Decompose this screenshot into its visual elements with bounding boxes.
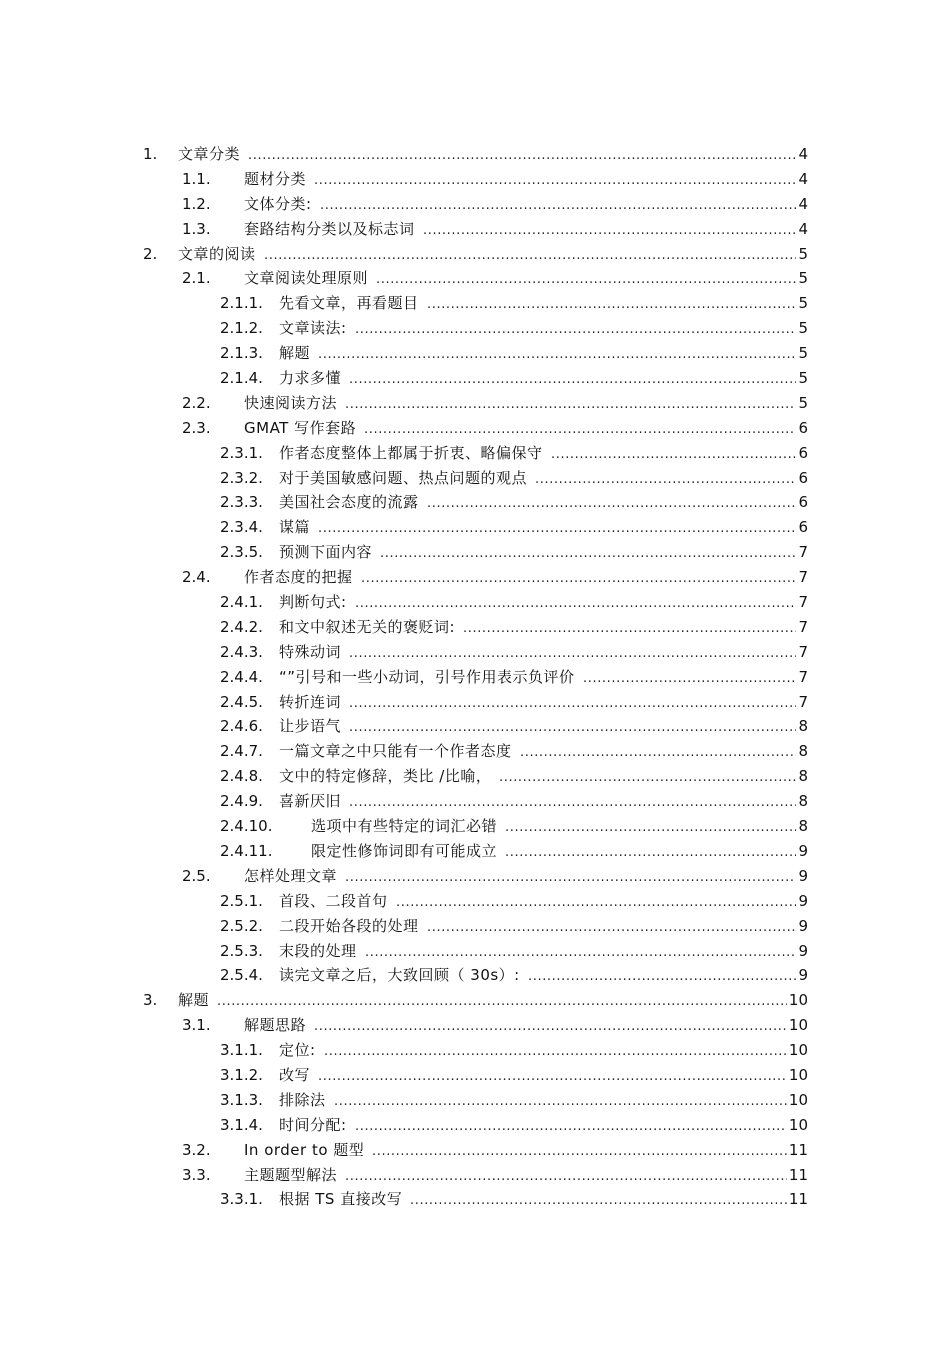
toc-entry-title: 末段的处理 <box>279 941 357 960</box>
toc-entry-title: 解题思路 <box>244 1016 307 1035</box>
toc-entry-page-number: 4 <box>798 194 808 213</box>
toc-dot-leader <box>427 914 796 939</box>
toc-entry-page-number: 4 <box>798 169 808 188</box>
toc-entry-page-number: 5 <box>798 319 808 338</box>
toc-dot-leader <box>505 814 796 839</box>
toc-entry-title: 谋篇 <box>279 518 311 537</box>
toc-entry-title: 美国社会态度的流露 <box>279 493 419 512</box>
toc-entry-page-number: 5 <box>798 344 808 363</box>
toc-entry-title: 排除法 <box>279 1090 326 1109</box>
toc-entry[interactable] <box>0 466 950 491</box>
toc-entry[interactable] <box>0 988 950 1013</box>
toc-entry-number: 2.1.1. <box>220 294 263 313</box>
toc-entry-number: 1.2. <box>182 194 211 213</box>
toc-entry-number: 2.4.8. <box>220 767 263 786</box>
toc-entry[interactable] <box>0 441 950 466</box>
toc-entry-page-number: 9 <box>798 966 808 985</box>
toc-entry-title: 作者态度的把握 <box>244 568 353 587</box>
toc-entry-number: 2.5.1. <box>220 891 263 910</box>
toc-entry[interactable] <box>0 914 950 939</box>
toc-entry-number: 2.5.3. <box>220 941 263 960</box>
toc-entry-number: 3.1.2. <box>220 1065 263 1084</box>
toc-dot-leader <box>324 1038 787 1063</box>
toc-dot-leader <box>396 889 796 914</box>
toc-entry[interactable] <box>0 1038 950 1063</box>
toc-entry-number: 2.4.11. <box>220 841 273 860</box>
toc-entry-number: 2.3.5. <box>220 543 263 562</box>
toc-entry-page-number: 10 <box>788 1090 808 1109</box>
toc-entry[interactable] <box>0 291 950 316</box>
toc-dot-leader <box>318 515 796 540</box>
toc-entry[interactable] <box>0 1063 950 1088</box>
table-of-contents <box>0 142 950 1212</box>
toc-entry-number: 2.3.2. <box>220 468 263 487</box>
toc-entry-page-number: 7 <box>798 593 808 612</box>
toc-dot-leader <box>349 366 796 391</box>
toc-entry[interactable] <box>0 167 950 192</box>
toc-entry[interactable] <box>0 1013 950 1038</box>
toc-entry-page-number: 7 <box>798 692 808 711</box>
toc-entry-number: 2.3.1. <box>220 443 263 462</box>
toc-entry-page-number: 6 <box>798 468 808 487</box>
toc-dot-leader <box>427 291 796 316</box>
toc-entry-number: 3.1.4. <box>220 1115 263 1134</box>
toc-entry-number: 1.1. <box>182 169 211 188</box>
toc-dot-leader <box>583 665 796 690</box>
toc-entry-page-number: 5 <box>798 369 808 388</box>
toc-dot-leader <box>264 242 796 267</box>
toc-entry-page-number: 10 <box>788 1016 808 1035</box>
toc-entry-number: 3.1. <box>182 1016 211 1035</box>
toc-entry-title: 选项中有些特定的词汇必错 <box>311 817 498 836</box>
toc-entry[interactable] <box>0 490 950 515</box>
toc-entry[interactable] <box>0 366 950 391</box>
toc-entry-number: 3.1.3. <box>220 1090 263 1109</box>
toc-dot-leader <box>365 939 796 964</box>
toc-entry-title: 转折连词 <box>279 692 342 711</box>
toc-entry-number: 2.1.4. <box>220 369 263 388</box>
toc-dot-leader <box>463 615 796 640</box>
toc-entry-page-number: 10 <box>788 1065 808 1084</box>
toc-dot-leader <box>361 565 796 590</box>
toc-entry-number: 2.5. <box>182 866 211 885</box>
toc-entry-page-number: 9 <box>798 866 808 885</box>
toc-entry[interactable] <box>0 217 950 242</box>
toc-entry-number: 2.3. <box>182 418 211 437</box>
toc-entry-number: 3.1.1. <box>220 1041 263 1060</box>
toc-entry-page-number: 7 <box>798 617 808 636</box>
toc-entry-title: 读完文章之后，大致回顾（ 30s）: <box>279 966 520 985</box>
toc-entry-page-number: 7 <box>798 667 808 686</box>
toc-entry[interactable] <box>0 665 950 690</box>
toc-entry-number: 2.4.9. <box>220 792 263 811</box>
toc-entry-title: 对于美国敏感问题、热点问题的观点 <box>279 468 528 487</box>
toc-entry[interactable] <box>0 789 950 814</box>
toc-entry-number: 3.3. <box>182 1165 211 1184</box>
toc-entry-number: 2.1.3. <box>220 344 263 363</box>
toc-dot-leader <box>349 690 796 715</box>
toc-entry-number: 3.3.1. <box>220 1190 263 1209</box>
toc-entry-page-number: 4 <box>798 219 808 238</box>
toc-entry-page-number: 5 <box>798 269 808 288</box>
toc-entry-title: 时间分配: <box>279 1115 347 1134</box>
toc-entry-number: 2.4.5. <box>220 692 263 711</box>
toc-entry[interactable] <box>0 714 950 739</box>
toc-entry-title: 解题 <box>178 991 210 1010</box>
toc-entry-title: 解题 <box>279 344 311 363</box>
toc-entry-page-number: 11 <box>788 1165 808 1184</box>
toc-dot-leader <box>314 1013 787 1038</box>
toc-entry[interactable] <box>0 540 950 565</box>
toc-entry-title: 主题题型解法 <box>244 1165 338 1184</box>
toc-dot-leader <box>364 416 796 441</box>
toc-entry[interactable] <box>0 1163 950 1188</box>
toc-entry-title: 改写 <box>279 1065 311 1084</box>
toc-entry-page-number: 7 <box>798 568 808 587</box>
toc-entry[interactable] <box>0 192 950 217</box>
toc-dot-leader <box>318 1063 787 1088</box>
toc-dot-leader <box>380 540 796 565</box>
toc-entry-title: 作者态度整体上都属于折衷、略偏保守 <box>279 443 543 462</box>
toc-entry-number: 2.3.3. <box>220 493 263 512</box>
toc-entry-page-number: 6 <box>798 443 808 462</box>
toc-entry[interactable] <box>0 142 950 167</box>
toc-entry-title: 快速阅读方法 <box>244 393 338 412</box>
toc-entry-page-number: 5 <box>798 393 808 412</box>
toc-dot-leader <box>345 864 796 889</box>
toc-entry-title: 文体分类: <box>244 194 312 213</box>
toc-entry-number: 2.4.3. <box>220 642 263 661</box>
toc-entry-title: 文章阅读处理原则 <box>244 269 369 288</box>
toc-entry-page-number: 8 <box>798 742 808 761</box>
toc-entry-number: 2.4.10. <box>220 817 273 836</box>
toc-entry-title: 让步语气 <box>279 717 342 736</box>
toc-dot-leader <box>505 839 796 864</box>
toc-entry-number: 2.4.2. <box>220 617 263 636</box>
toc-dot-leader <box>551 441 796 466</box>
toc-entry-number: 2.1.2. <box>220 319 263 338</box>
toc-entry[interactable] <box>0 1187 950 1212</box>
toc-entry[interactable] <box>0 839 950 864</box>
toc-entry-title: 文章分类 <box>178 145 241 163</box>
toc-dot-leader <box>349 789 796 814</box>
toc-entry[interactable] <box>0 266 950 291</box>
toc-entry[interactable] <box>0 1113 950 1138</box>
toc-entry-title: 题材分类 <box>244 169 307 188</box>
toc-dot-leader <box>499 764 796 789</box>
toc-entry-page-number: 11 <box>788 1190 808 1209</box>
toc-entry-title: 先看文章，再看题目 <box>279 294 419 313</box>
toc-dot-leader <box>318 341 796 366</box>
toc-entry-number: 2.4.6. <box>220 717 263 736</box>
toc-entry[interactable] <box>0 391 950 416</box>
toc-entry-page-number: 11 <box>788 1140 808 1159</box>
toc-entry-title: 根据 TS 直接改写 <box>279 1190 403 1209</box>
toc-dot-leader <box>334 1088 787 1113</box>
toc-entry-page-number: 9 <box>798 941 808 960</box>
toc-entry-page-number: 9 <box>798 841 808 860</box>
toc-dot-leader <box>427 490 796 515</box>
toc-entry[interactable] <box>0 242 950 267</box>
toc-dot-leader <box>355 590 796 615</box>
toc-entry-title: GMAT 写作套路 <box>244 418 357 437</box>
toc-dot-leader <box>349 714 796 739</box>
toc-entry[interactable] <box>0 640 950 665</box>
toc-entry-title: 预测下面内容 <box>279 543 373 562</box>
toc-entry-title: 一篇文章之中只能有一个作者态度 <box>279 742 512 761</box>
toc-entry-page-number: 7 <box>798 642 808 661</box>
toc-dot-leader <box>520 739 796 764</box>
toc-entry-number: 2.4.7. <box>220 742 263 761</box>
toc-dot-leader <box>320 192 796 217</box>
toc-dot-leader <box>355 316 796 341</box>
toc-entry-number: 2.5.2. <box>220 916 263 935</box>
toc-entry-title: 定位: <box>279 1041 316 1060</box>
toc-entry-page-number: 8 <box>798 792 808 811</box>
toc-entry-page-number: 10 <box>788 1041 808 1060</box>
toc-dot-leader <box>314 167 796 192</box>
toc-entry-page-number: 10 <box>788 1115 808 1134</box>
toc-entry-title: 和文中叙述无关的褒贬词: <box>279 617 456 636</box>
toc-entry-title: 二段开始各段的处理 <box>279 916 419 935</box>
toc-entry-page-number: 4 <box>798 145 808 163</box>
toc-entry-title: 套路结构分类以及标志词 <box>244 219 415 238</box>
toc-entry-number: 1. <box>143 145 158 163</box>
toc-entry-number: 3.2. <box>182 1140 211 1159</box>
toc-entry[interactable] <box>0 515 950 540</box>
toc-dot-leader <box>355 1113 787 1138</box>
toc-entry[interactable] <box>0 1138 950 1163</box>
toc-entry-title: 文章的阅读 <box>178 244 256 263</box>
toc-entry-title: 力求多懂 <box>279 369 342 388</box>
toc-entry[interactable] <box>0 963 950 988</box>
toc-entry-page-number: 8 <box>798 817 808 836</box>
toc-entry[interactable] <box>0 939 950 964</box>
toc-dot-leader <box>423 217 796 242</box>
toc-entry[interactable] <box>0 565 950 590</box>
toc-entry-page-number: 6 <box>798 518 808 537</box>
toc-entry-title: 特殊动词 <box>279 642 342 661</box>
toc-entry[interactable] <box>0 615 950 640</box>
toc-entry-number: 2.4. <box>182 568 211 587</box>
toc-entry[interactable] <box>0 341 950 366</box>
toc-entry-title: 首段、二段首句 <box>279 891 388 910</box>
toc-entry-page-number: 10 <box>788 991 808 1010</box>
toc-entry-number: 2.1. <box>182 269 211 288</box>
toc-dot-leader <box>345 391 796 416</box>
toc-entry-number: 2.4.4. <box>220 667 263 686</box>
toc-entry-title: 限定性修饰词即有可能成立 <box>311 841 498 860</box>
toc-entry-title: 判断句式: <box>279 593 347 612</box>
toc-entry-page-number: 5 <box>798 244 808 263</box>
toc-entry-title: In order to 题型 <box>244 1140 365 1159</box>
toc-entry-page-number: 8 <box>798 767 808 786</box>
toc-entry-page-number: 6 <box>798 493 808 512</box>
toc-entry-page-number: 8 <box>798 717 808 736</box>
toc-entry-number: 3. <box>143 991 158 1010</box>
toc-dot-leader <box>376 266 796 291</box>
toc-entry-number: 2. <box>143 244 158 263</box>
toc-entry[interactable] <box>0 416 950 441</box>
toc-entry[interactable] <box>0 889 950 914</box>
toc-entry-page-number: 7 <box>798 543 808 562</box>
toc-entry[interactable] <box>0 1088 950 1113</box>
toc-entry-page-number: 9 <box>798 916 808 935</box>
toc-entry-page-number: 5 <box>798 294 808 313</box>
toc-entry[interactable] <box>0 316 950 341</box>
toc-entry-number: 1.3. <box>182 219 211 238</box>
toc-dot-leader <box>410 1187 787 1212</box>
toc-entry[interactable] <box>0 590 950 615</box>
toc-entry[interactable] <box>0 864 950 889</box>
toc-entry-number: 2.2. <box>182 393 211 412</box>
toc-dot-leader <box>372 1138 787 1163</box>
toc-entry[interactable] <box>0 739 950 764</box>
toc-dot-leader <box>217 988 787 1013</box>
toc-dot-leader <box>349 640 796 665</box>
toc-entry-number: 2.4.1. <box>220 593 263 612</box>
toc-entry-title: 文中的特定修辞，类比 /比喻， <box>279 767 492 786</box>
toc-dot-leader <box>528 963 796 988</box>
toc-dot-leader <box>535 466 796 491</box>
toc-dot-leader <box>345 1163 787 1188</box>
toc-entry-title: 文章读法: <box>279 319 347 338</box>
toc-entry-page-number: 6 <box>798 418 808 437</box>
toc-entry-title: “”引号和一些小动词，引号作用表示负评价 <box>279 667 575 686</box>
toc-entry-number: 2.5.4. <box>220 966 263 985</box>
toc-dot-leader <box>248 142 796 167</box>
toc-entry-title: 怎样处理文章 <box>244 866 338 885</box>
toc-entry-title: 喜新厌旧 <box>279 792 342 811</box>
toc-entry[interactable] <box>0 764 950 789</box>
toc-entry-page-number: 9 <box>798 891 808 910</box>
toc-entry[interactable] <box>0 814 950 839</box>
toc-entry-number: 2.3.4. <box>220 518 263 537</box>
toc-entry[interactable] <box>0 690 950 715</box>
